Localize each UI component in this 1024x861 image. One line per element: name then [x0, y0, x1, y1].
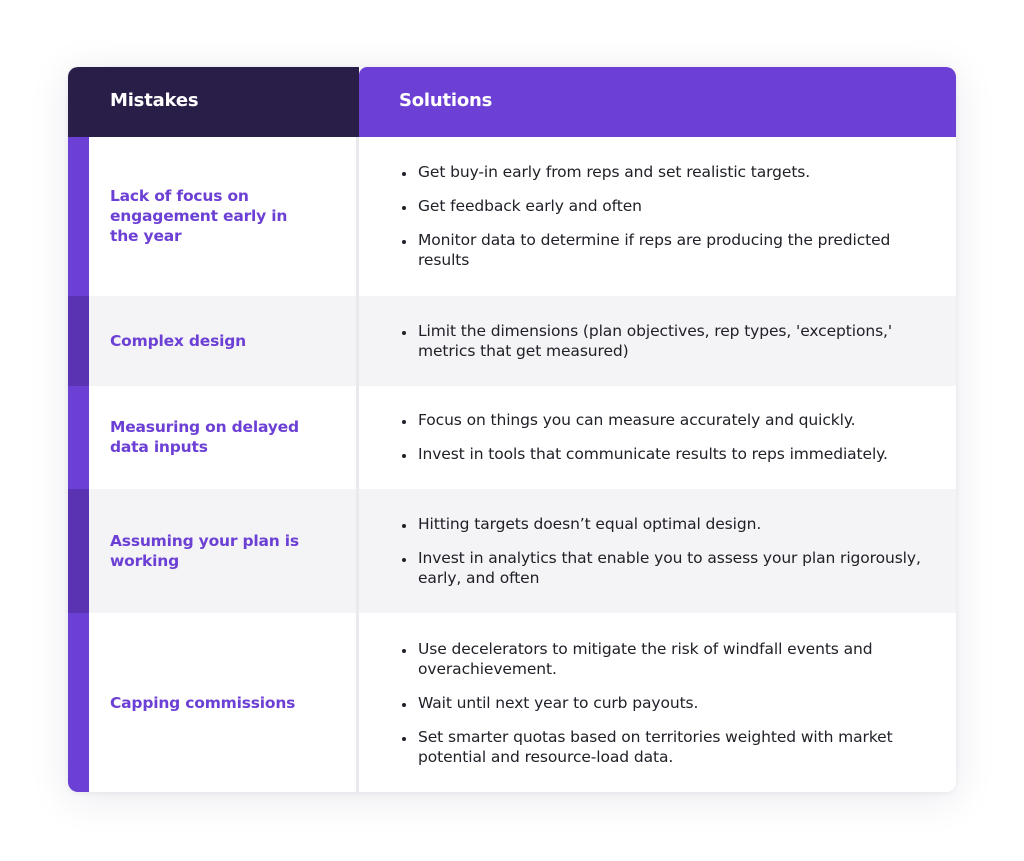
mistake-label: Measuring on delayed data inputs [110, 418, 299, 456]
row-accent-bar [68, 296, 89, 386]
solution-item: • Hitting targets doesn’t equal optimal design. [416, 514, 946, 534]
table-row [68, 613, 956, 792]
mistakes-column-title: Mistakes [110, 90, 199, 111]
solutions-header-cell [359, 67, 956, 137]
solution-item: • Limit the dimensions (plan objectives, rep types, 'exceptions,' metrics that get measured) [416, 321, 946, 361]
mistake-cell [68, 386, 359, 489]
solutions-list [398, 321, 946, 361]
solutions-list [398, 410, 946, 464]
table-row [68, 386, 956, 489]
row-accent-bar [68, 386, 89, 489]
table-header [68, 67, 956, 137]
solutions-list [398, 514, 946, 588]
table-row [68, 296, 956, 386]
solution-item: • Wait until next year to curb payouts. [416, 693, 946, 713]
solutions-list [398, 162, 946, 270]
solution-item: • Use decelerators to mitigate the risk of windfall events and overachievement. [416, 639, 946, 679]
solution-item: • Get buy-in early from reps and set realistic targets. [416, 162, 946, 182]
mistake-cell [68, 489, 359, 613]
mistake-label: Complex design [110, 332, 246, 350]
table-row [68, 137, 956, 296]
solution-item: • Focus on things you can measure accurately and quickly. [416, 410, 946, 430]
mistakes-solutions-table [68, 67, 956, 792]
row-accent-bar [68, 613, 89, 792]
mistake-cell [68, 137, 359, 296]
mistake-label: Assuming your plan is working [110, 532, 299, 570]
solutions-column-title: Solutions [399, 90, 493, 111]
mistake-label: Capping commissions [110, 694, 296, 712]
solution-item: • Get feedback early and often [416, 196, 946, 216]
row-accent-bar [68, 137, 89, 296]
solution-item: • Invest in tools that communicate results to reps immediately. [416, 444, 946, 464]
table-row [68, 489, 956, 613]
mistake-label: Lack of focus on engagement early in the year [110, 187, 288, 245]
solution-item: • Set smarter quotas based on territories weighted with market potential and resource-load data. [416, 727, 946, 767]
solution-item: • Monitor data to determine if reps are producing the predicted results [416, 230, 946, 270]
mistakes-header-cell [68, 67, 359, 137]
mistake-cell [68, 296, 359, 386]
row-accent-bar [68, 489, 89, 613]
solution-item: • Invest in analytics that enable you to assess your plan rigorously, early, and often [416, 548, 946, 588]
solutions-list [398, 639, 946, 767]
mistake-cell [68, 613, 359, 792]
